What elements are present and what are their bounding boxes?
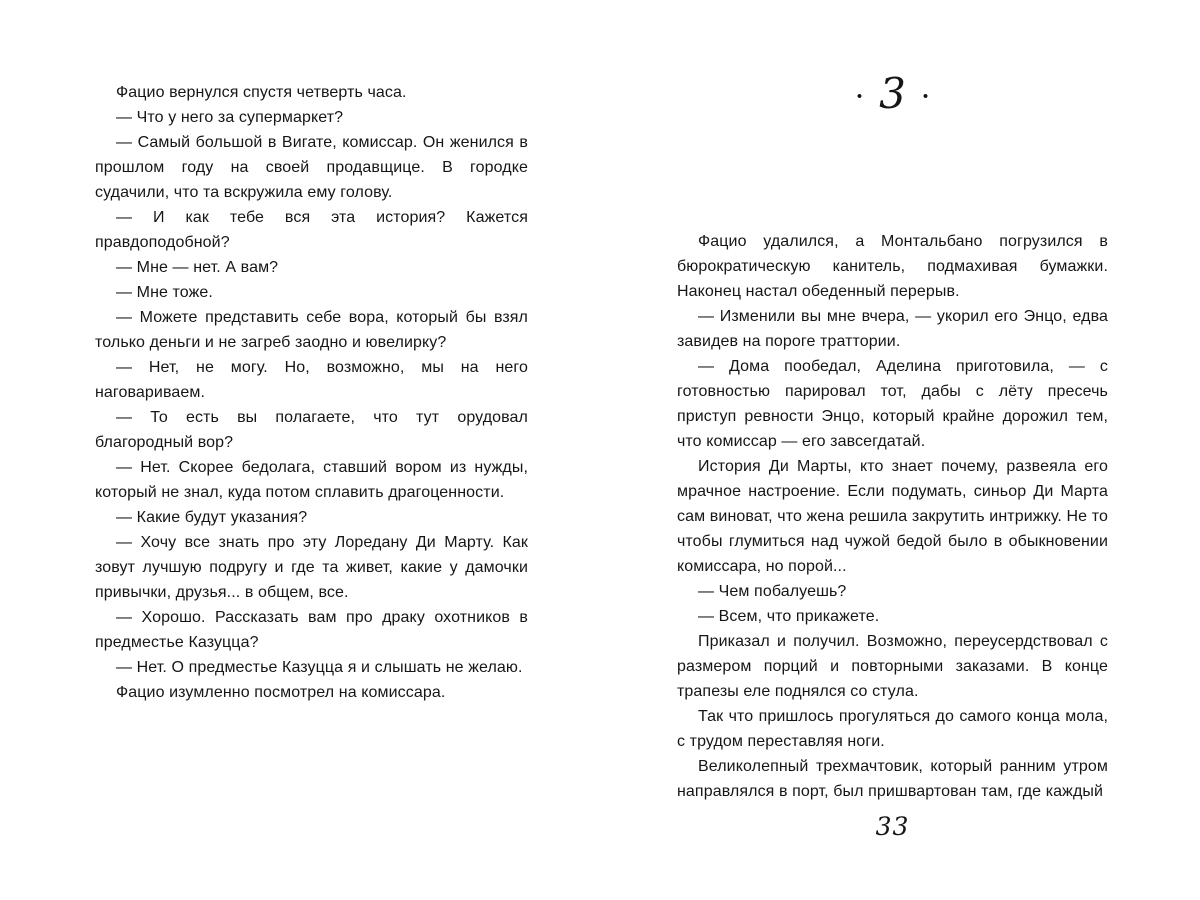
- chapter-heading: [677, 70, 1108, 122]
- paragraph: — Что у него за супермаркет?: [116, 109, 344, 126]
- paragraph: — То есть вы полагаете, что тут орудовал благородный вор?: [95, 409, 528, 451]
- right-page: [600, 0, 1200, 900]
- page-number: 33: [875, 812, 910, 841]
- paragraph: — Какие будут указания?: [116, 509, 308, 526]
- paragraph: Приказал и получил. Возможно, переусердствовал с размером порций и повторными заказами. В конце трапезы еле поднялся со стула.: [677, 633, 1108, 700]
- paragraph: — Хочу все знать про эту Лоредану Ди Марту. Как зовут лучшую подругу и где та живет, какие у дамочки привычки, друзья... в общем, все.: [95, 534, 528, 601]
- paragraph: Фацио удалился, а Монтальбано погрузился в бюрократическую канитель, подмахивая бумажки. Наконец настал обеденный перерыв.: [677, 233, 1108, 300]
- heading-dot-icon: •: [856, 87, 863, 105]
- paragraph: — Нет. О предместье Казуцца я и слышать не желаю.: [116, 659, 523, 676]
- paragraph: — Мне тоже.: [116, 284, 213, 301]
- paragraph: История Ди Марты, кто знает почему, развеяла его мрачное настроение. Если подумать, синьор Ди Марта сам виноват, что жена решила закрутить интрижку. Не то чтобы глумиться над чужой бедой было в обыкновении комиссара, но порой...: [677, 458, 1108, 575]
- paragraph: Фацио вернулся спустя четверть часа.: [116, 84, 407, 101]
- paragraph: — Нет, не могу. Но, возможно, мы на него наговариваем.: [95, 359, 528, 401]
- left-page-text: [95, 80, 528, 705]
- paragraph: — Мне — нет. А вам?: [116, 259, 279, 276]
- paragraph: — Дома пообедал, Аделина приготовила, — с готовностью парировал тот, дабы с лёту пресечь приступ ревности Энцо, который крайне дорожил тем, что комиссар — его завсегдатай.: [677, 358, 1108, 450]
- paragraph: — Изменили вы мне вчера, — укорил его Энцо, едва завидев на пороге траттории.: [677, 308, 1108, 350]
- paragraph: Так что пришлось прогуляться до самого конца мола, с трудом переставляя ноги.: [677, 708, 1108, 750]
- paragraph: Фацио изумленно посмотрел на комиссара.: [116, 684, 446, 701]
- paragraph: — Нет. Скорее бедолага, ставший вором из нужды, который не знал, куда потом сплавить драгоценности.: [95, 459, 528, 501]
- paragraph: Великолепный трехмачтовик, который ранним утром направлялся в порт, был пришвартован там, где каждый: [677, 758, 1108, 800]
- right-page-text: [677, 229, 1108, 804]
- paragraph: — Всем, что прикажете.: [698, 608, 880, 625]
- paragraph: — Чем побалуешь?: [698, 583, 847, 600]
- paragraph: — Самый большой в Вигате, комиссар. Он женился в прошлом году на своей продавщице. В городке судачили, что та вскружила ему голову.: [95, 134, 528, 201]
- paragraph: — Хорошо. Рассказать вам про драку охотников в предместье Казуцца?: [95, 609, 528, 651]
- paragraph: — Можете представить себе вора, который бы взял только деньги и не загреб заодно и ювелирку?: [95, 309, 528, 351]
- paragraph: — И как тебе вся эта история? Кажется правдоподобной?: [95, 209, 528, 251]
- heading-dot-icon: •: [922, 87, 929, 105]
- chapter-number: 3: [879, 69, 906, 118]
